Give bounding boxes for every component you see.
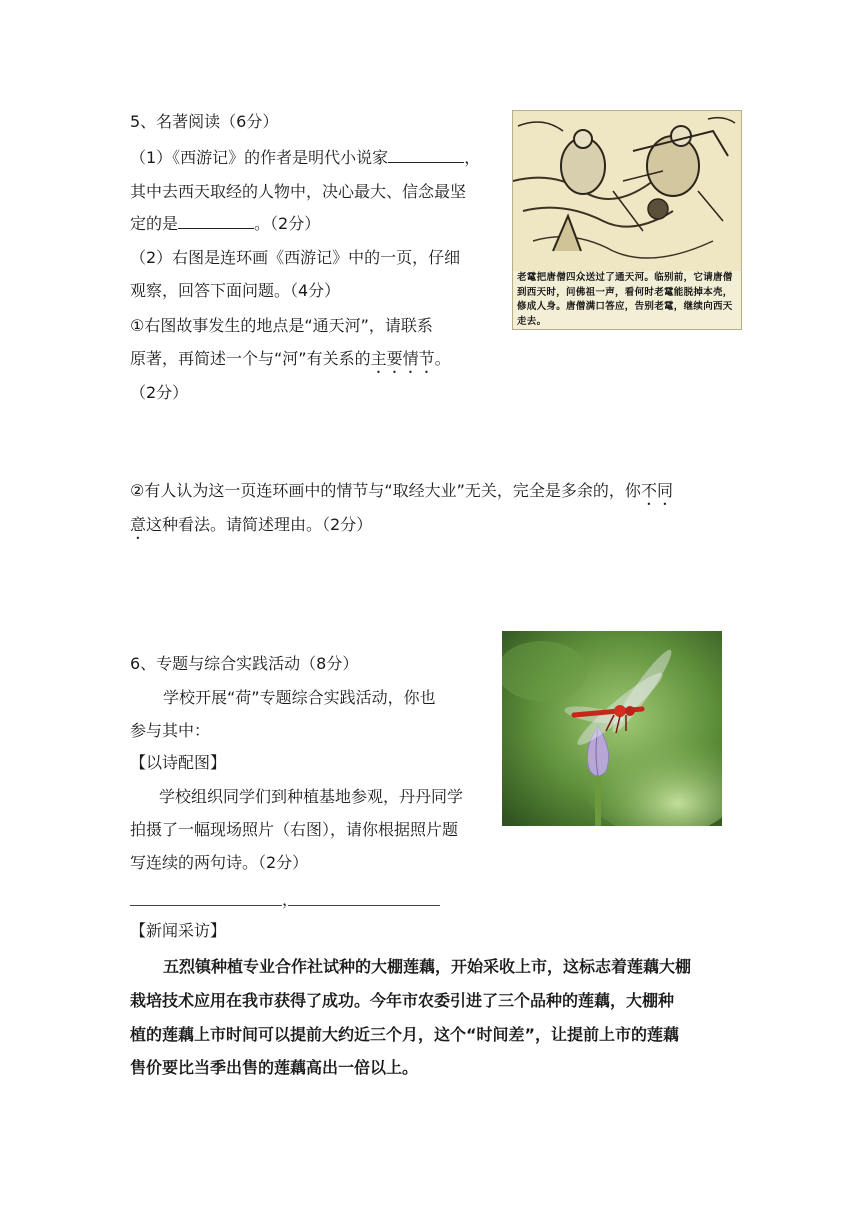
poem-instruction-line3: 写连续的两句诗。（2分）: [130, 853, 309, 872]
section-poem-heading: 【以诗配图】: [130, 753, 227, 772]
q5-sub2-line1: [130, 481, 673, 509]
q5-part1-line1: [130, 148, 480, 168]
author-answer-blank[interactable]: [388, 148, 464, 163]
photo-drawing: [502, 631, 722, 826]
q6-title: 6、专题与综合实践活动（8分）: [130, 654, 359, 673]
q5-part1-points: 。（2分）: [254, 214, 321, 233]
comic-caption: 老鼋把唐僧四众送过了通天河。临别前，它请唐僧到西天时，问佛祖一声，看何时老鼋能脱掉本壳，修成人身。唐僧满口答应，告别老鼋，继续向西天走去。: [517, 272, 733, 327]
q5-part1-line3: [130, 214, 320, 234]
q5-sub2-text: ②有人认为这一页连环画中的情节与“取经大业”无关，完全是多余的，你: [130, 481, 641, 500]
q5-part2-line1: （2）右图是连环画《西游记》中的一页，仔细: [130, 248, 461, 267]
poem-line1-blank[interactable]: [130, 905, 282, 906]
q6-intro-line1: 学校开展“荷”专题综合实践活动，你也: [163, 688, 436, 707]
q5-sub1-period: 。: [434, 349, 451, 368]
q5-part2-line2: 观察，回答下面问题。（4分）: [130, 281, 341, 300]
news-line1: 五烈镇种植专业合作社试种的大棚莲藕，开始采收上市，这标志着莲藕大棚: [163, 957, 692, 976]
poem-instruction-line1: 学校组织同学们到种植基地参观，丹丹同学: [159, 787, 464, 806]
comic-drawing: [513, 111, 741, 271]
emphasis-agree-char: 意: [130, 515, 147, 534]
poem-line2-blank[interactable]: [288, 905, 440, 906]
q5-sub1-text: 原著，再简述一个与“河”有关系的: [130, 349, 371, 368]
q5-sub2-line2: [130, 515, 372, 543]
q5-sub1-line2: [130, 349, 451, 377]
q5-sub1-line1: ①右图故事发生的地点是“通天河”，请联系: [130, 316, 433, 335]
journey-west-comic-illustration: [512, 110, 742, 330]
q5-part1-text3: 定的是: [130, 214, 179, 233]
section-news-heading: 【新闻采访】: [130, 921, 227, 940]
news-line2: 栽培技术应用在我市获得了成功。今年市农委引进了三个品种的莲藕，大棚种: [130, 991, 675, 1010]
poem-separator: ，: [282, 890, 299, 909]
news-line4: 售价要比当季出售的莲藕高出一倍以上。: [130, 1058, 419, 1077]
q5-title: 5、名著阅读（6分）: [130, 112, 279, 131]
q5-comma: ，: [464, 148, 481, 167]
character-answer-blank[interactable]: [178, 214, 254, 229]
q6-intro-line2: 参与其中：: [130, 721, 211, 740]
news-line3: 植的莲藕上市时间可以提前大约近三个月，这个“时间差”，让提前上市的莲藕: [130, 1025, 680, 1044]
poem-instruction-line2: 拍摄了一幅现场照片（右图），请你根据照片题: [130, 820, 459, 839]
emphasis-disagree: 不同: [640, 481, 673, 500]
q5-part1-text: （1）《西游记》的作者是明代小说家: [130, 148, 389, 167]
q5-sub1-points: （2分）: [130, 383, 189, 402]
emphasis-main-plot: 主要情节: [370, 349, 435, 368]
q5-part1-line2: 其中去西天取经的人物中，决心最大、信念最坚: [130, 182, 467, 201]
dragonfly-lotus-photo: [502, 631, 722, 826]
q5-sub2-text2: 这种看法。请简述理由。（2分）: [146, 515, 373, 534]
